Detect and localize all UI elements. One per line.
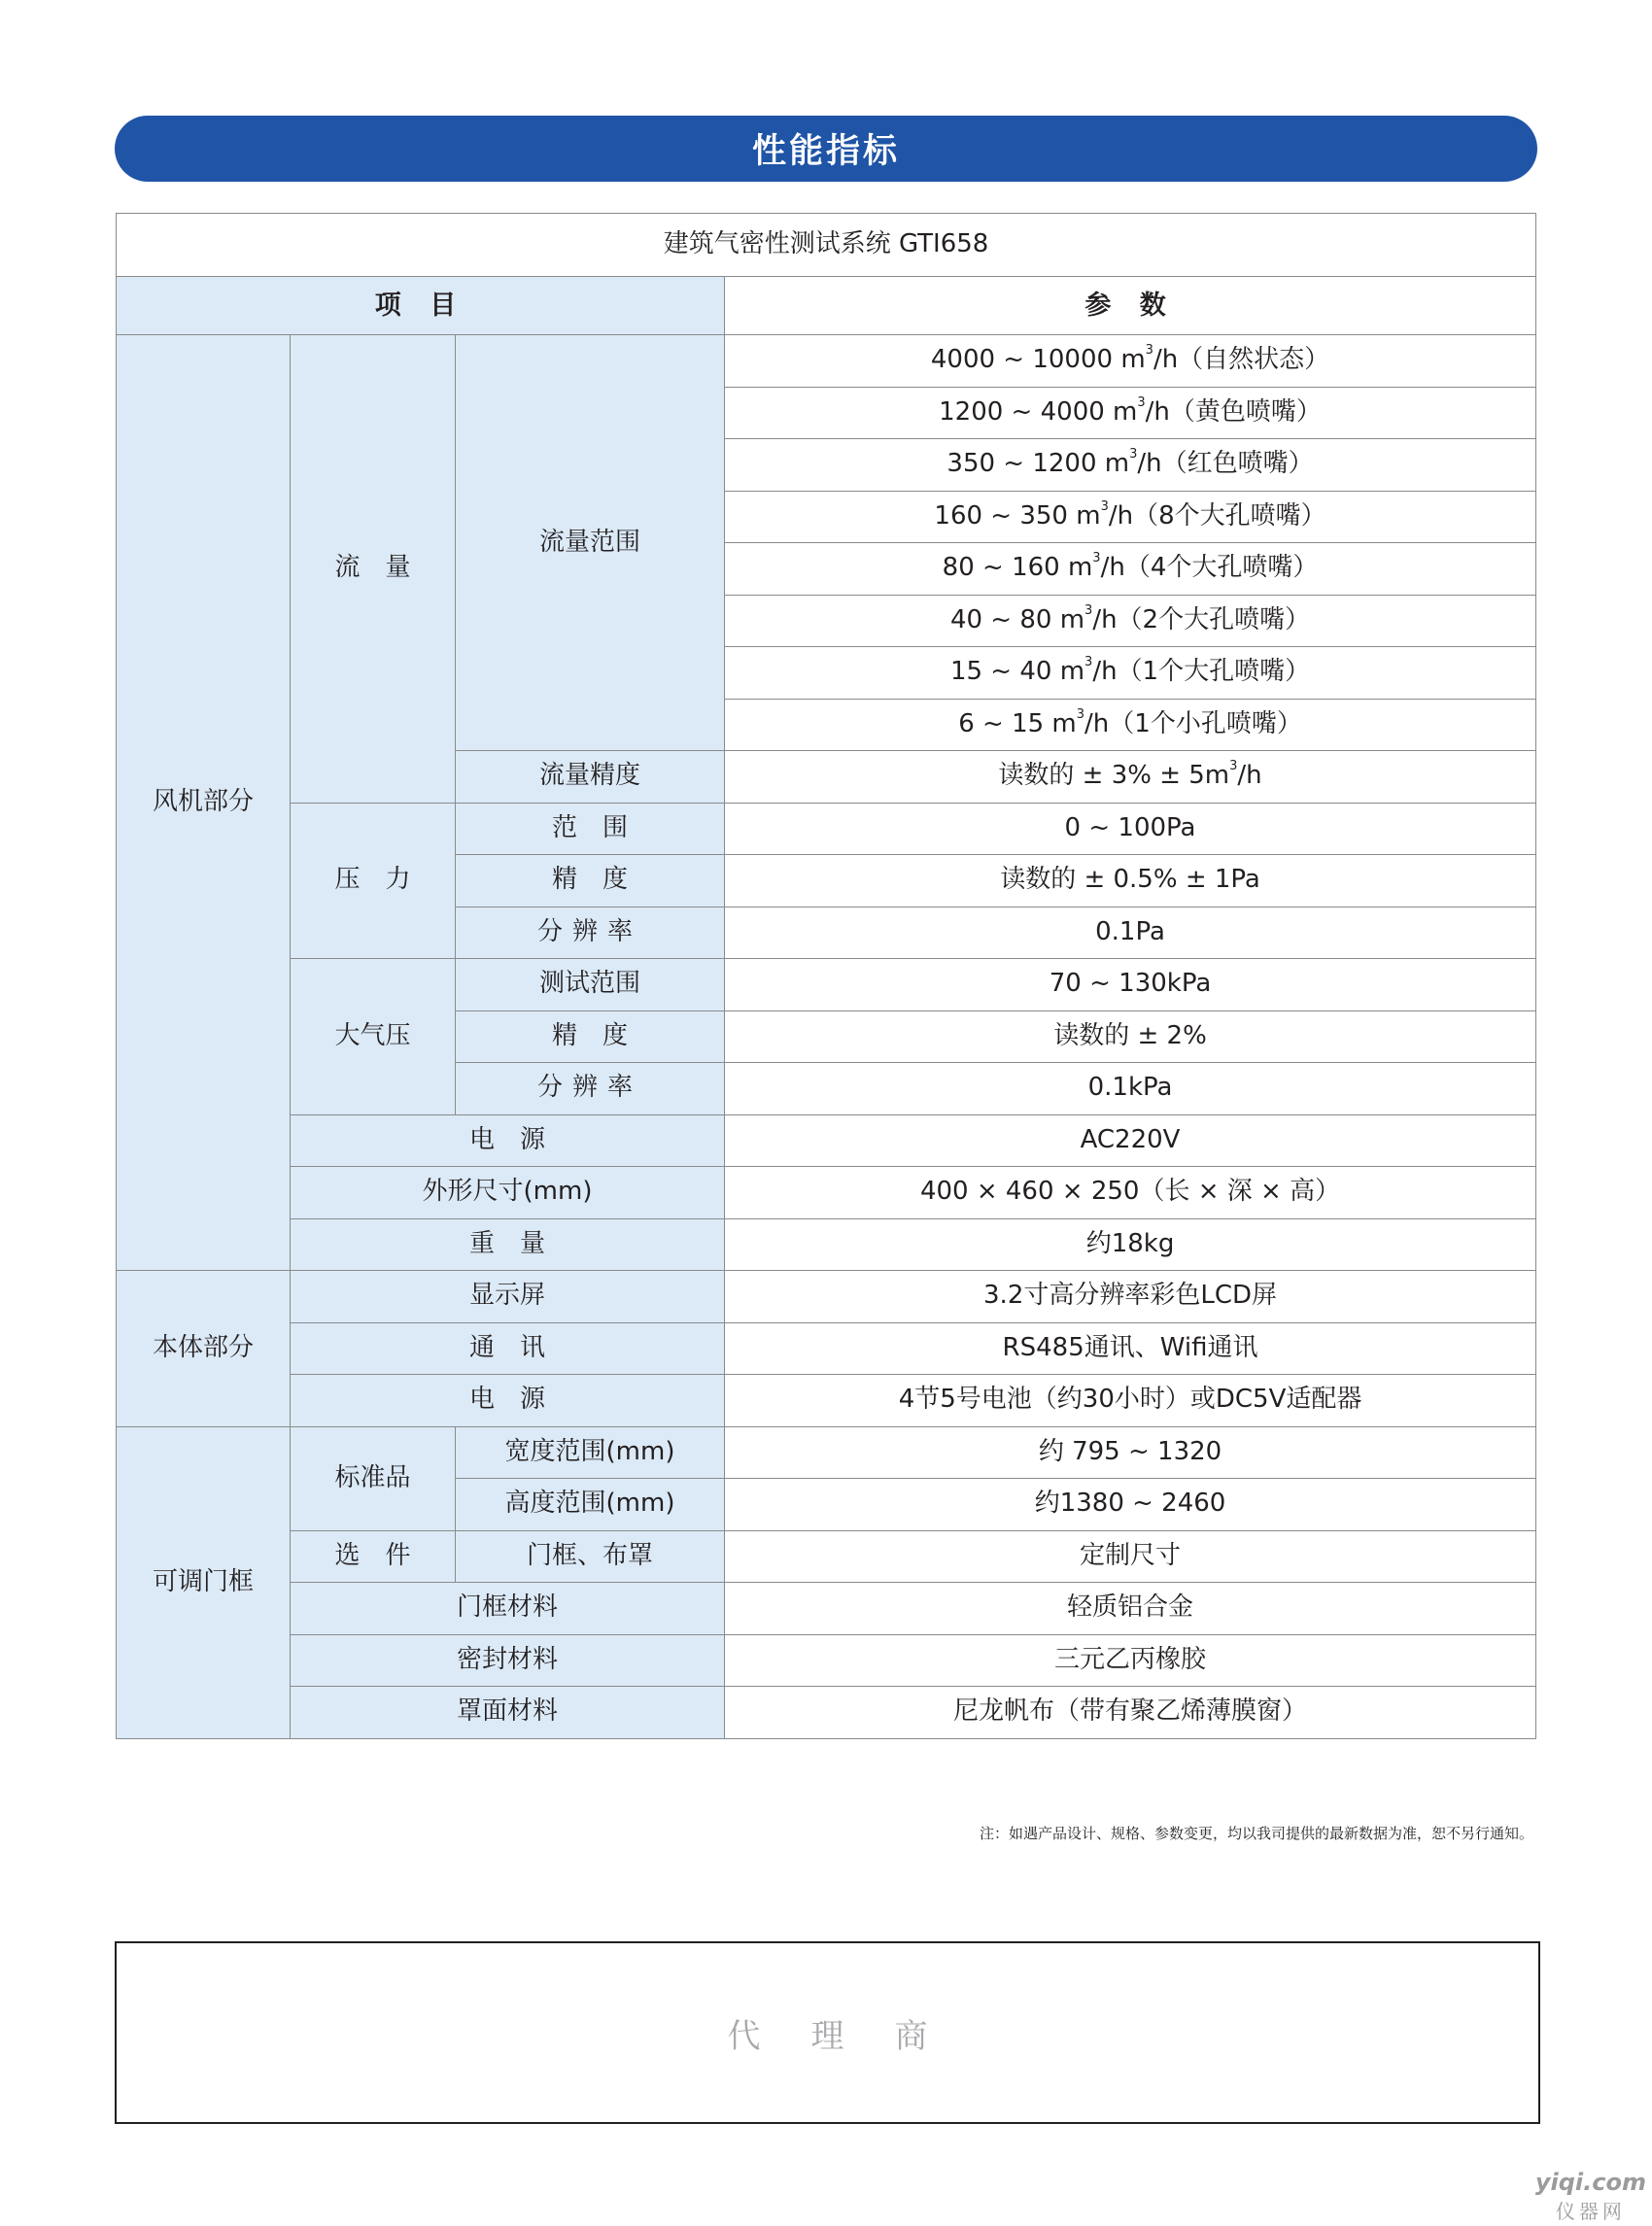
atmos-range-label: 测试范围 [456,959,725,1011]
pressure-range-value: 0 ~ 100Pa [725,803,1536,855]
standard-label: 标准品 [291,1426,456,1530]
agent-label: 代理商 [727,2016,979,2056]
pressure-resolution-label: 分辨率 [456,907,725,959]
agent-box [115,1941,1540,2124]
table-row [117,1583,1536,1635]
width-range-value: 约 795 ~ 1320 [725,1426,1536,1479]
option-sub-label: 门框、布罩 [456,1530,725,1583]
frame-material-label: 门框材料 [291,1583,725,1635]
footnote: 注：如遇产品设计、规格、参数变更，均以我司提供的最新数据为准，恕不另行通知。 [979,1825,1533,1842]
body-power-value: 4节5号电池（约30小时）或DC5V适配器 [725,1375,1536,1427]
watermark [1535,2169,1646,2224]
fan-power-label: 电 源 [291,1114,725,1167]
watermark-brand: 仪器网 [1555,2200,1626,2223]
pressure-label: 压 力 [291,803,456,959]
table-row [117,1271,1536,1323]
pressure-accuracy-label: 精 度 [456,855,725,908]
size-label: 外形尺寸(mm) [291,1167,725,1219]
table-row [117,803,1536,855]
header-item: 项 目 [117,277,725,335]
weight-label: 重 量 [291,1218,725,1271]
table-row [117,1634,1536,1687]
spec-table [116,213,1536,1739]
table-row [117,1687,1536,1739]
atmos-resolution-label: 分辨率 [456,1063,725,1115]
atmos-accuracy-value: 读数的 ± 2% [725,1010,1536,1063]
flow-range-value: 6 ~ 15 $m^3/h(1$个小孔喷嘴） [725,699,1536,751]
table-row [117,959,1536,1011]
height-range-value: 约1380 ~ 2460 [725,1479,1536,1531]
option-label: 选 件 [291,1530,456,1583]
flow-range-value: 350 ~ 1200 $m^3/h$（红色喷嘴） [725,439,1536,492]
flow-accuracy-value: 读数的 ± $3\% \pm 5m^3/h$ [725,751,1536,804]
atmos-label: 大气压 [291,959,456,1115]
option-value: 定制尺寸 [725,1530,1536,1583]
table-row [117,1218,1536,1271]
table-row [117,1114,1536,1167]
cover-material-label: 罩面材料 [291,1687,725,1739]
frame-material-value: 轻质铝合金 [725,1583,1536,1635]
atmos-accuracy-label: 精 度 [456,1010,725,1063]
display-value: 3.2寸高分辨率彩色LCD屏 [725,1271,1536,1323]
seal-material-label: 密封材料 [291,1634,725,1687]
flow-range-value: 40 ~ 80 $m^3/h(2$个大孔喷嘴） [725,595,1536,647]
flow-range-value: 4000 ~ 10000 $m^3/h$（自然状态） [725,335,1536,388]
pressure-range-label: 范 围 [456,803,725,855]
seal-material-value: 三元乙丙橡胶 [725,1634,1536,1687]
body-power-label: 电 源 [291,1375,725,1427]
display-label: 显示屏 [291,1271,725,1323]
table-row [117,1322,1536,1375]
header-param: 参 数 [725,277,1536,335]
table-row [117,1530,1536,1583]
flow-range-value: 1200 ~ 4000 $m^3/h$（黄色喷嘴） [725,387,1536,439]
flow-label: 流 量 [291,335,456,804]
fan-power-value: AC220V [725,1114,1536,1167]
weight-value: 约18kg [725,1218,1536,1271]
table-row [117,1426,1536,1479]
pressure-accuracy-value: 读数的 ± 0.5% ± 1Pa [725,855,1536,908]
section-banner [115,116,1537,182]
cover-material-value: 尼龙帆布（带有聚乙烯薄膜窗） [725,1687,1536,1739]
section-title: 性能指标 [751,132,900,171]
flow-range-value: 15 ~ 40 $m^3/h(1$个大孔喷嘴） [725,647,1536,700]
flow-range-label: 流量范围 [456,335,725,751]
group-fan: 风机部分 [117,335,291,1271]
group-body: 本体部分 [117,1271,291,1427]
height-range-label: 高度范围(mm) [456,1479,725,1531]
table-row [117,335,1536,388]
table-title-row [117,214,1536,277]
pressure-resolution-value: 0.1Pa [725,907,1536,959]
watermark-site: yiqi.com [1534,2169,1646,2196]
table-row [117,1167,1536,1219]
atmos-range-value: 70 ~ 130kPa [725,959,1536,1011]
flow-accuracy-label: 流量精度 [456,751,725,804]
flow-range-value: 80 ~ 160 $m^3/h(4$个大孔喷嘴） [725,543,1536,596]
group-frame: 可调门框 [117,1426,291,1738]
flow-range-value: 160 ~ 350 $m^3/h(8$个大孔喷嘴） [725,491,1536,543]
table-title: 建筑气密性测试系统 GTI658 [117,214,1536,277]
table-header-row [117,277,1536,335]
atmos-resolution-value: 0.1kPa [725,1063,1536,1115]
size-value: 400 × 460 × 250（长 × 深 × 高） [725,1167,1536,1219]
width-range-label: 宽度范围(mm) [456,1426,725,1479]
comm-value: RS485通讯、Wifi通讯 [725,1322,1536,1375]
comm-label: 通 讯 [291,1322,725,1375]
table-row [117,1375,1536,1427]
